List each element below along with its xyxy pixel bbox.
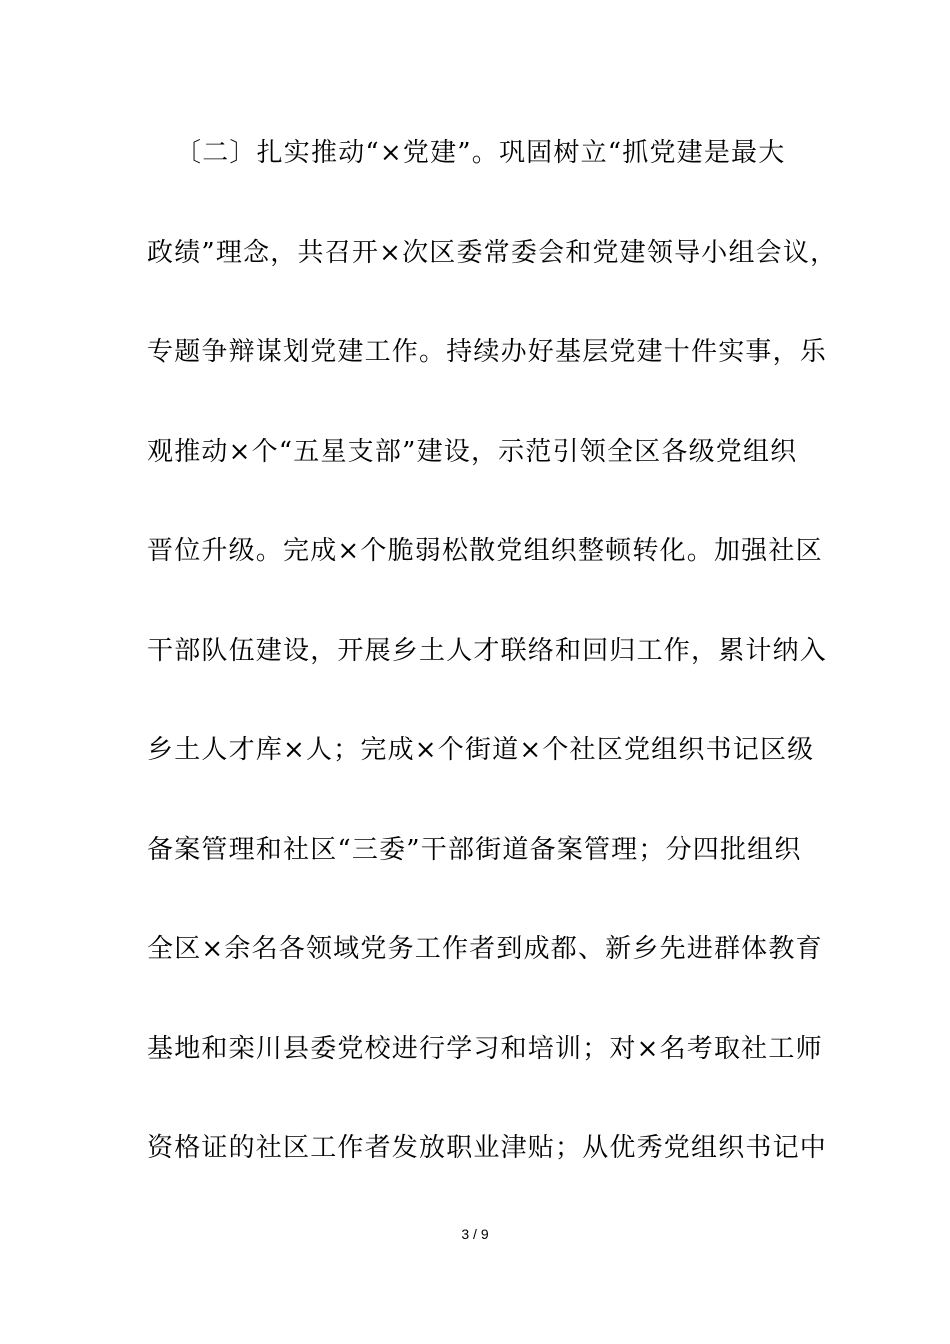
text-line: 晋位升级。完成×个脆弱松散党组织整顿转化。加强社区 — [147, 536, 823, 566]
text-line: 资格证的社区工作者发放职业津贴；从优秀党组织书记中 — [147, 1133, 828, 1163]
text-line: 全区×余名各领域党务工作者到成都、新乡先进群体教育 — [147, 934, 823, 964]
body-text — [147, 128, 838, 1223]
text-line: 专题争辩谋划党建工作。持续办好基层党建十件实事，乐 — [147, 337, 828, 367]
text-line: 〔二〕扎实推动“×党建”。巩固树立“抓党建是最大 — [175, 138, 786, 168]
text-line: 观推动×个“五星支部”建设，示范引领全区各级党组织 — [147, 436, 798, 467]
text-line: 基地和栾川县委党校进行学习和培训；对×名考取社工师 — [147, 1033, 823, 1064]
page-number: 3 / 9 — [461, 1226, 489, 1242]
text-line: 干部队伍建设，开展乡土人才联络和回归工作，累计纳入 — [147, 635, 828, 666]
text-line: 政绩”理念，共召开×次区委常委会和党建领导小组会议， — [147, 237, 838, 268]
text-line: 备案管理和社区“三委”干部街道备案管理；分四批组织 — [147, 834, 802, 865]
text-line: 乡土人才库×人；完成×个街道×个社区党组织书记区级 — [147, 735, 815, 765]
